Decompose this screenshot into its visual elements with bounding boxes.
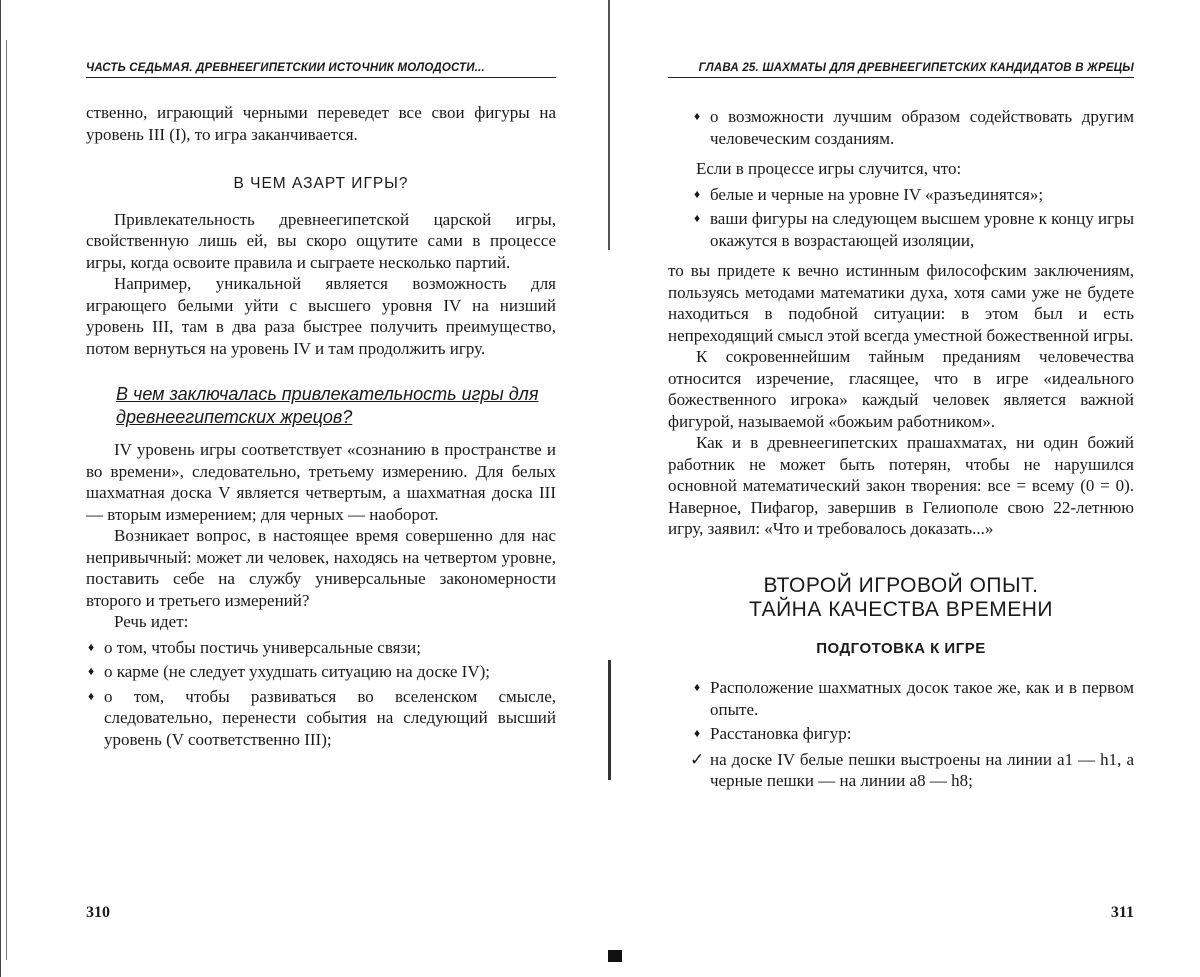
right-paragraph-4: Как и в древнеегипетских прашахматах, ни один божий работник не может быть потерян, чтобы не нарушился основной математический закон творения: все = всему (0 = 0). Наверное, Пифагор, завершив в Гелиополе свою 22-летнюю игру, заявил: «Что и требовалось доказать...» [668,432,1134,540]
section-heading-excitement: В ЧЕМ АЗАРТ ИГРЫ? [86,173,556,195]
list-item: ♦ ваши фигуры на следующем высшем уровне к концу игры окажутся в возрастающей изоляции, [668,208,1134,251]
heading-line-1: ВТОРОЙ ИГРОВОЙ ОПЫТ. [668,574,1134,598]
list-item: ♦ о возможности лучшим образом содействовать другим человеческим созданиям. [668,106,1134,149]
list-item: ♦ о том, чтобы развиваться во вселенском смысле, следовательно, перенести события на следующий высший уровень (V соответственно III); [86,686,556,751]
diamond-bullet-icon: ♦ [694,106,700,128]
right-bullet-list-2 [668,677,1134,745]
list-item: ✓ на доске IV белые пешки выстроены на линии a1 — h1, а черные пешки — на линии a8 — h8; [668,749,1134,792]
right-paragraph-3: К сокровеннейшим тайным преданиям человечества относится изречение, гласящее, что в игре «идеального божественного игрока» каждый человек является важной фигурой, называемой «божьим работником». [668,346,1134,432]
checkmark-icon: ✓ [690,749,704,771]
subheading-preparation: ПОДГОТОВКА К ИГРЕ [668,638,1134,660]
diamond-bullet-icon: ♦ [88,661,94,683]
right-paragraph-2: то вы придете к вечно истинным философским заключениям, пользуясь методами математики духа, хотя сами уже не будете находиться в подобной ситуации: в этом был и есть непреходящий смысл этой всегда уместной божественной игры. [668,260,1134,346]
left-paragraph-5: Возникает вопрос, в настоящее время совершенно для нас непривычный: может ли человек, находясь на четвертом уровне, поставить себе на службу универсальные закономерности второго и третьего измерений? [86,525,556,611]
left-running-head: ЧАСТЬ СЕДЬМАЯ. ДРЕВНЕЕГИПЕТСКИЙ ИСТОЧНИК МОЛОДОСТИ... [86,62,556,78]
diamond-bullet-icon: ♦ [88,637,94,659]
right-page-body [668,102,1134,795]
list-item: ♦ Расположение шахматных досок такое же, как и в первом опыте. [668,677,1134,720]
left-paragraph-4: IV уровень игры соответствует «сознанию в пространстве и во времени», следовательно, третьему измерению. Для белых шахматная доска V является четвертым, а шахматная доска III — вторым измерением; для черных — наоборот. [86,439,556,525]
diamond-bullet-icon: ♦ [694,184,700,206]
right-running-head: ГЛАВА 25. ШАХМАТЫ ДЛЯ ДРЕВНЕЕГИПЕТСКИХ КАНДИДАТОВ В ЖРЕЦЫ [668,62,1134,78]
chapter-section-heading [668,574,1134,622]
diamond-bullet-icon: ♦ [88,686,94,708]
list-item: ♦ о том, чтобы постичь универсальные связи; [86,637,556,659]
page-number-left: 310 [86,904,110,922]
book-edge [0,0,15,977]
diamond-bullet-icon: ♦ [694,723,700,745]
right-bullet-list [668,184,1134,252]
left-paragraph-6: Речь идет: [86,611,556,633]
list-item: ♦ Расстановка фигур: [668,723,1134,745]
diamond-bullet-icon: ♦ [694,208,700,230]
list-item: ♦ белые и черные на уровне IV «разъединятся»; [668,184,1134,206]
left-paragraph-3: Например, уникальной является возможность для играющего белыми уйти с высшего уровня IV на низший уровень III, там в два раза быстрее получить преимущество, потом вернуться на уровень IV и там продолжить игру. [86,273,556,359]
right-paragraph-1: Если в процессе игры случится, что: [668,158,1134,180]
book-gutter [606,0,614,920]
page-number-right: 311 [1111,904,1134,922]
left-paragraph-1: ственно, играющий черными переведет все свои фигуры на уровень III (I), то игра заканчивается. [86,102,556,145]
subsection-heading-priests: В чем заключалась привлекательность игры для древнеегипетских жрецов? [116,383,556,429]
gutter-mark [608,950,622,962]
list-item: ♦ о карме (не следует ухудшать ситуацию на доске IV); [86,661,556,683]
left-bullet-list [86,637,556,751]
diamond-bullet-icon: ♦ [694,677,700,699]
left-page-body [86,102,556,753]
book-spread [0,0,1200,977]
right-check-list [668,749,1134,792]
left-paragraph-2: Привлекательность древнеегипетской царской игры, свойственную лишь ей, вы скоро ощутите сами в процессе игры, когда освоите правила и сыграете несколько партий. [86,209,556,274]
heading-line-2: ТАЙНА КАЧЕСТВА ВРЕМЕНИ [668,598,1134,622]
right-top-bullet [668,106,1134,149]
